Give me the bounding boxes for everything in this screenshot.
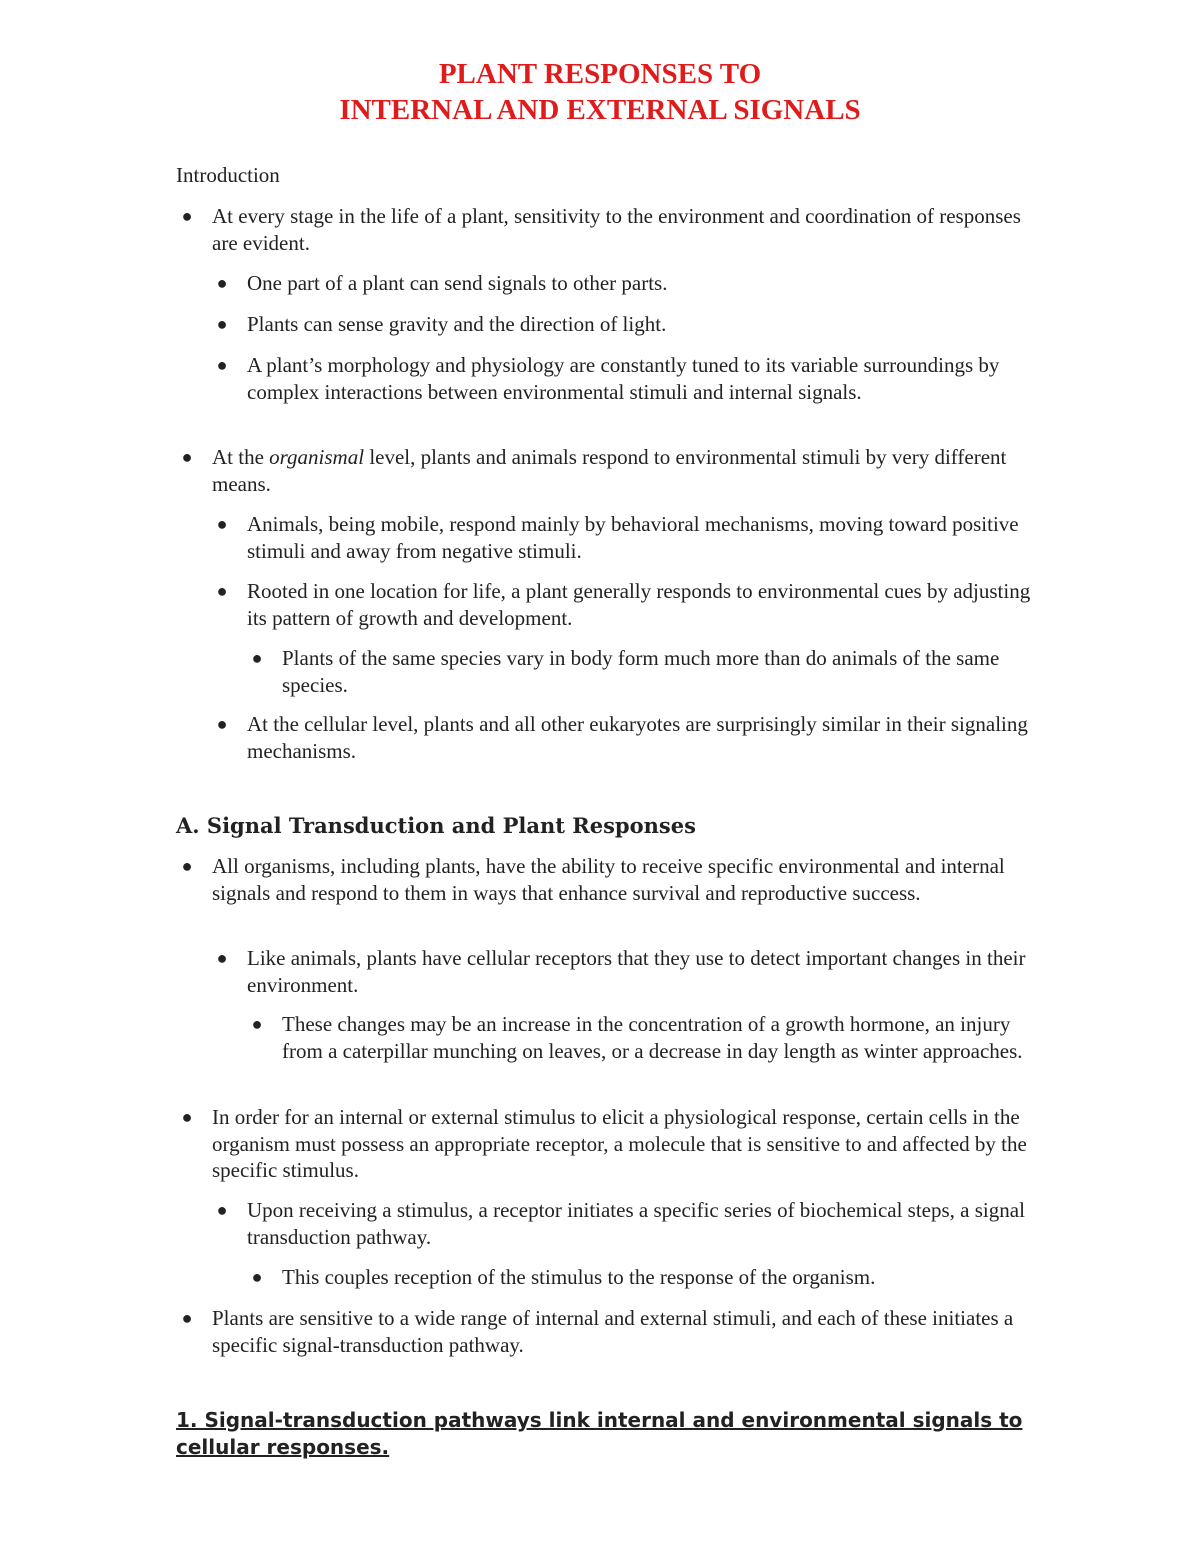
section-1-heading: 1. Signal-transduction pathways link internal and environmental signals to cellular responses. <box>176 1408 1023 1459</box>
bullet-icon: ● <box>251 648 263 668</box>
bullet-icon: ● <box>216 314 228 334</box>
document-title-line-2: INTERNAL AND EXTERNAL SIGNALS <box>339 94 861 126</box>
bullet-icon: ● <box>181 856 193 876</box>
list-item-text: Plants of the same species vary in body form much more than do animals of the same species. <box>282 646 1000 697</box>
document-title-line-1: PLANT RESPONSES TO <box>438 58 762 90</box>
list-item <box>251 645 1042 698</box>
bullet-icon: ● <box>216 273 228 293</box>
list-item-text: A plant’s morphology and physiology are constantly tuned to its variable surroundings by complex interactions between environmental stimuli and internal signals. <box>247 353 1000 404</box>
list-item <box>181 1104 1032 1184</box>
list-item-text: These changes may be an increase in the concentration of a growth hormone, an injury from a caterpillar munching on leaves, or a decrease in day length as winter approaches. <box>282 1012 1023 1063</box>
list-item <box>216 270 1037 297</box>
list-item-text: Plants can sense gravity and the direction of light. <box>247 312 667 336</box>
list-item <box>216 352 1037 405</box>
list-item-text: Animals, being mobile, respond mainly by behavioral mechanisms, moving toward positive stimuli and away from negative stimuli. <box>247 512 1019 563</box>
list-item-text: Upon receiving a stimulus, a receptor initiates a specific series of biochemical steps, a signal transduction pathway. <box>247 1198 1025 1249</box>
list-item <box>181 203 1032 256</box>
list-item-text: At every stage in the life of a plant, sensitivity to the environment and coordination of responses are evident. <box>212 204 1021 255</box>
list-item-text: All organisms, including plants, have the ability to receive specific environmental and internal signals and respond to them in ways that enhance survival and reproductive success. <box>212 854 1005 905</box>
bullet-icon: ● <box>216 514 228 534</box>
list-item-text: Like animals, plants have cellular receptors that they use to detect important changes in their environment. <box>247 946 1026 997</box>
list-item-text: Plants are sensitive to a wide range of internal and external stimuli, and each of these initiates a specific signal-transduction pathway. <box>212 1306 1014 1357</box>
bullet-icon: ● <box>216 1200 228 1220</box>
section-a-heading: A. Signal Transduction and Plant Responses <box>176 813 696 838</box>
list-item-text: In order for an internal or external stimulus to elicit a physiological response, certain cells in the organism must possess an appropriate receptor, a molecule that is sensitive to and affected by the specific stimulus. <box>212 1105 1027 1182</box>
list-item <box>251 1011 1042 1064</box>
list-item <box>216 311 1037 338</box>
list-item <box>216 1197 1037 1250</box>
list-item-text-pre: At the <box>212 445 270 469</box>
bullet-icon: ● <box>251 1014 263 1034</box>
bullet-icon: ● <box>251 1267 263 1287</box>
bullet-icon: ● <box>216 581 228 601</box>
bullet-icon: ● <box>216 948 228 968</box>
bullet-icon: ● <box>181 206 193 226</box>
list-item-text: This couples reception of the stimulus to the response of the organism. <box>282 1265 876 1289</box>
list-item-text: Rooted in one location for life, a plant generally responds to environmental cues by adjusting its pattern of growth and development. <box>247 579 1031 630</box>
list-item <box>181 1305 1032 1358</box>
bullet-icon: ● <box>216 355 228 375</box>
list-item <box>216 511 1037 564</box>
intro-label: Introduction <box>176 163 280 187</box>
list-item <box>216 945 1037 998</box>
list-item-text: At the cellular level, plants and all other eukaryotes are surprisingly similar in their signaling mechanisms. <box>247 712 1028 763</box>
list-item <box>216 711 1037 764</box>
emphasis-organismal: organismal <box>269 445 365 469</box>
list-item <box>251 1264 1042 1291</box>
list-item <box>181 444 1032 497</box>
bullet-icon: ● <box>216 714 228 734</box>
bullet-icon: ● <box>181 447 193 467</box>
bullet-icon: ● <box>181 1107 193 1127</box>
list-item-text-post: level, plants and animals respond to environmental stimuli by very different means. <box>212 445 1007 496</box>
bullet-icon: ● <box>181 1308 193 1328</box>
list-item <box>216 578 1037 631</box>
list-item-text: One part of a plant can send signals to other parts. <box>247 271 668 295</box>
list-item <box>181 853 1032 906</box>
